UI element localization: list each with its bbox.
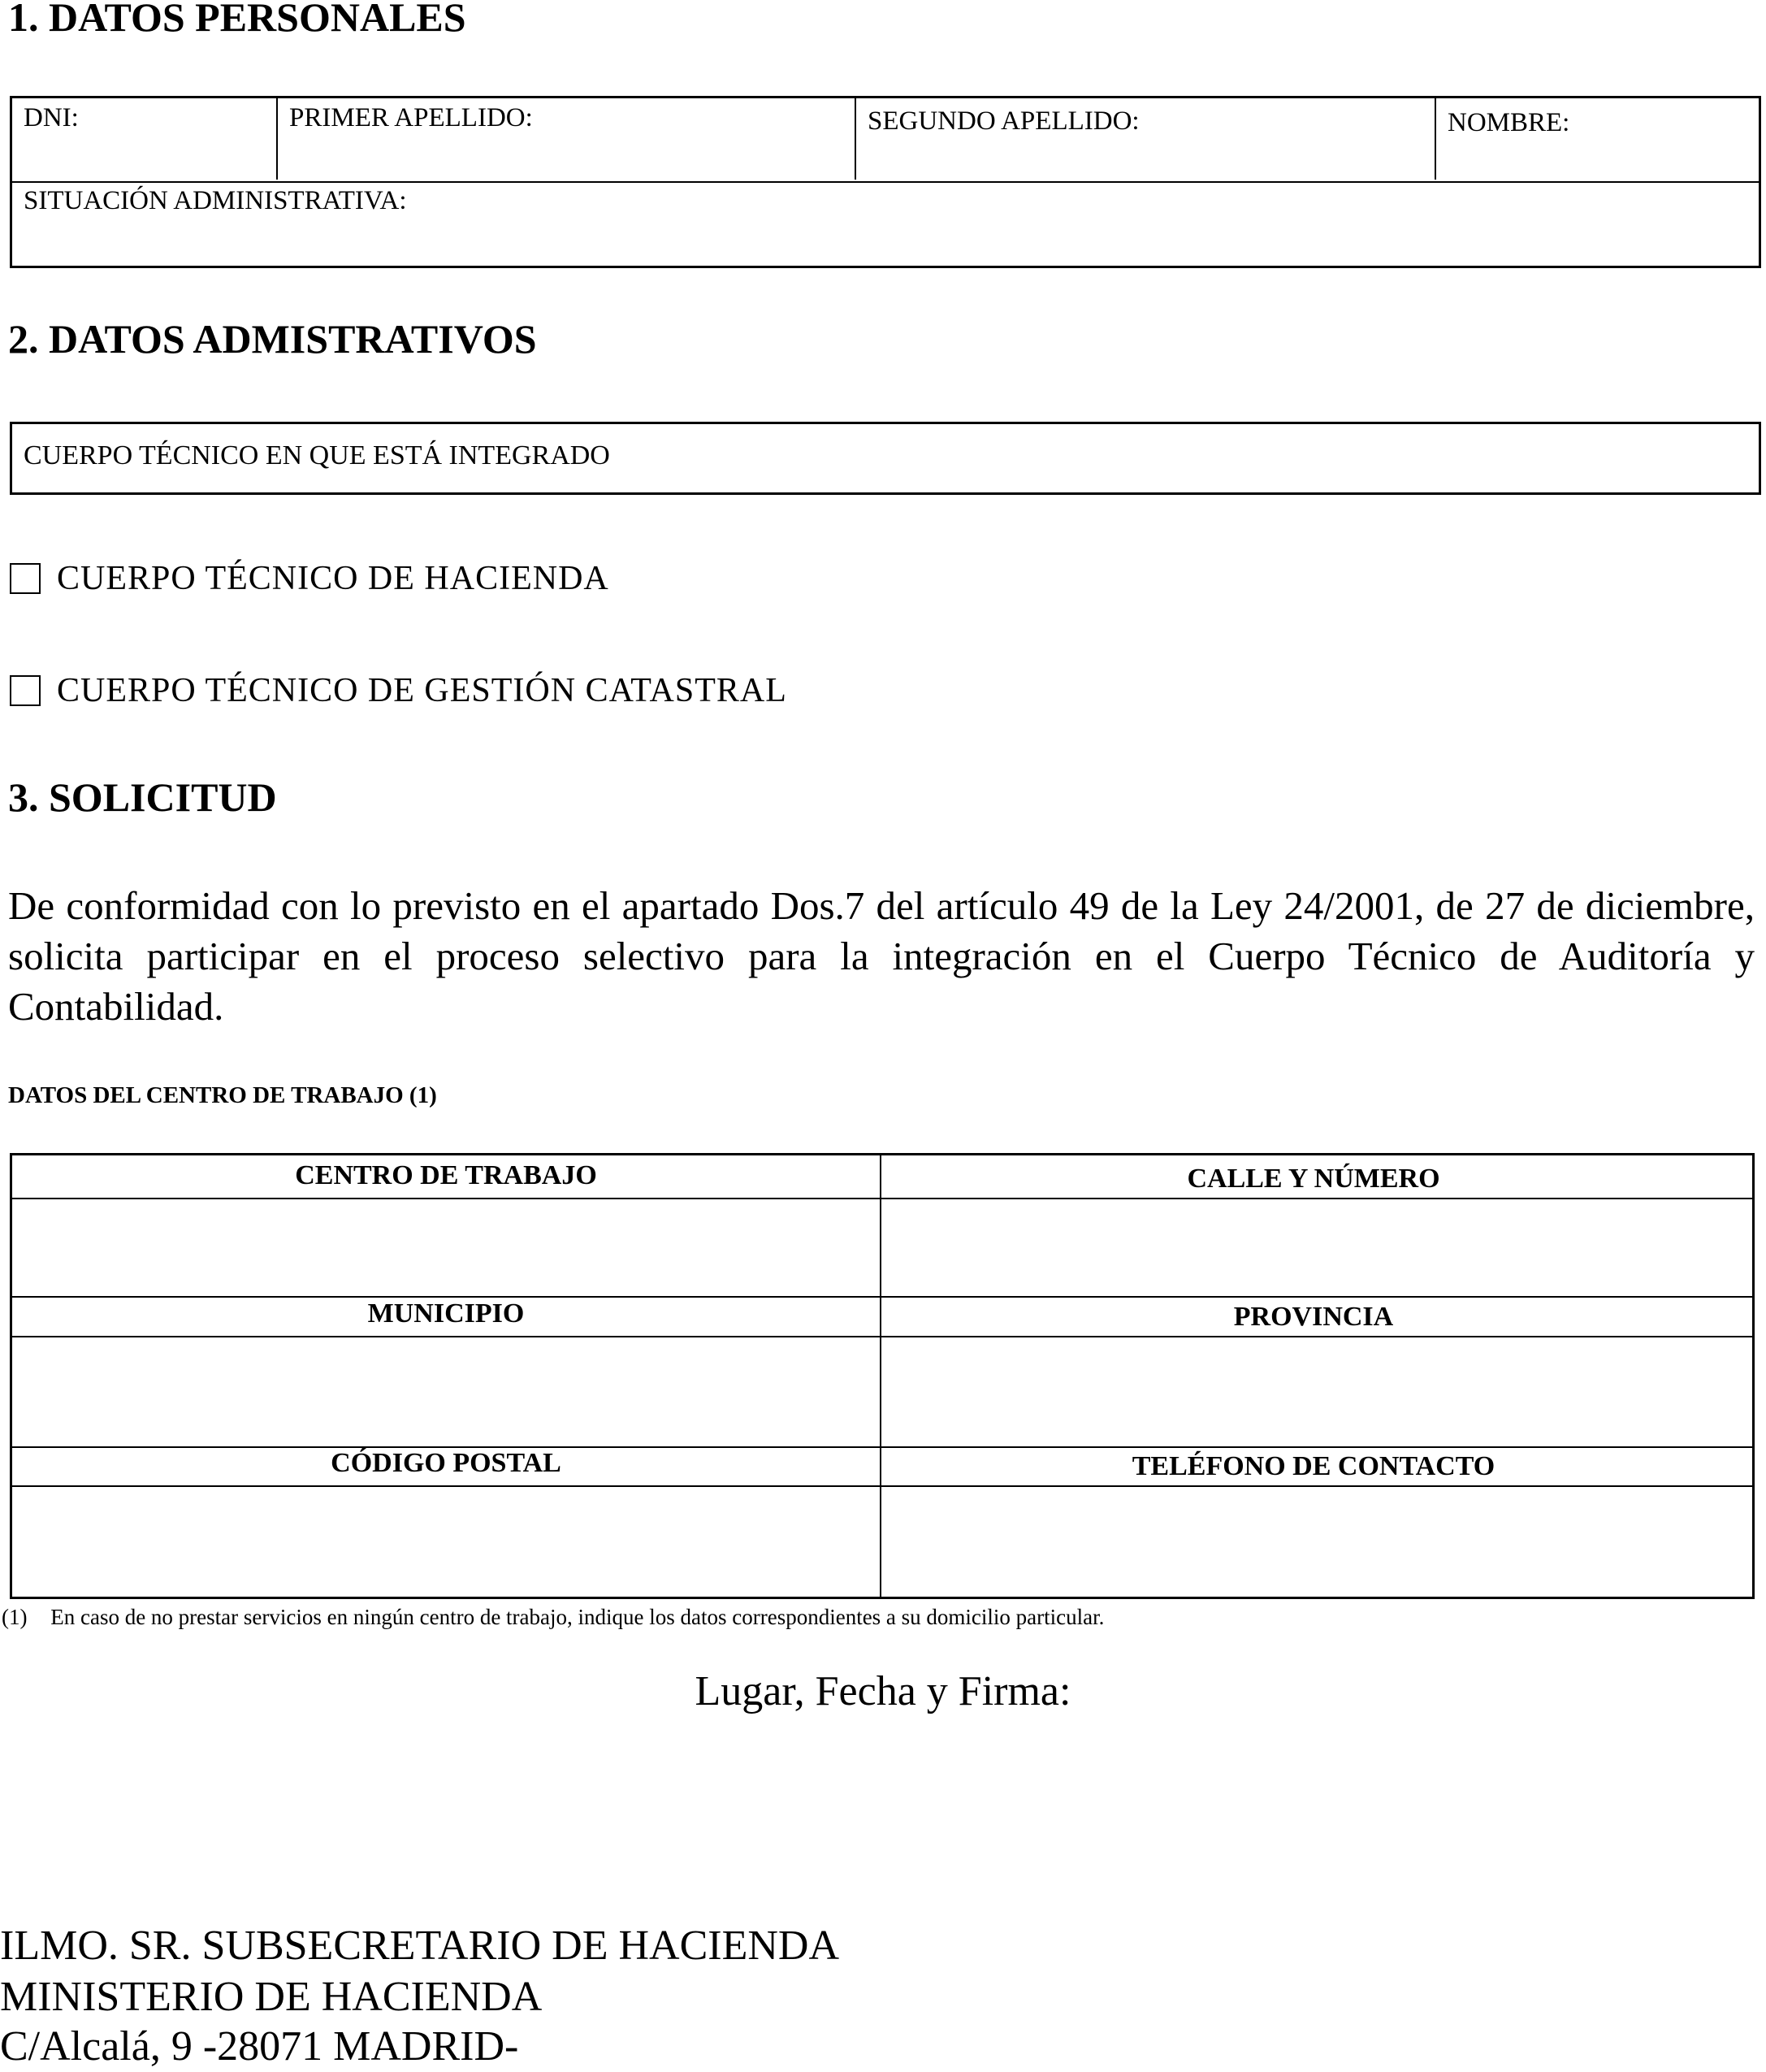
- section-1-title: 1. DATOS PERSONALES: [8, 0, 466, 40]
- cuerpo-tecnico-label: CUERPO TÉCNICO EN QUE ESTÁ INTEGRADO: [24, 440, 610, 470]
- personal-data-table: [10, 96, 1761, 268]
- codigo-postal-label: CÓDIGO POSTAL: [331, 1448, 561, 1478]
- option-cuerpo-catastral[interactable]: [10, 671, 787, 710]
- primer-apellido-field[interactable]: [278, 98, 856, 180]
- dni-field[interactable]: [12, 98, 278, 180]
- segundo-apellido-field[interactable]: [856, 98, 1436, 180]
- option-label: CUERPO TÉCNICO DE HACIENDA: [57, 560, 609, 597]
- situacion-label: SITUACIÓN ADMINISTRATIVA:: [24, 186, 407, 215]
- workplace-table: [10, 1153, 1755, 1599]
- nombre-label: NOMBRE:: [1448, 108, 1570, 137]
- section-3-title: 3. SOLICITUD: [8, 774, 277, 820]
- section-2-title: 2. DATOS ADMISTRATIVOS: [8, 316, 537, 362]
- addressee-line-3: C/Alcalá, 9 -28071 MADRID-: [0, 2023, 519, 2070]
- telefono-input[interactable]: [881, 1487, 1752, 1597]
- municipio-label: MUNICIPIO: [367, 1298, 525, 1329]
- codigo-postal-input[interactable]: [12, 1487, 878, 1597]
- calle-numero-label: CALLE Y NÚMERO: [1187, 1164, 1440, 1194]
- footnote: [2, 1605, 1104, 1630]
- checkbox-icon[interactable]: [10, 563, 41, 594]
- situacion-field[interactable]: [12, 181, 1759, 266]
- provincia-label: PROVINCIA: [1233, 1302, 1394, 1332]
- dni-label: DNI:: [24, 103, 79, 132]
- option-label: CUERPO TÉCNICO DE GESTIÓN CATASTRAL: [57, 672, 787, 709]
- footnote-text: En caso de no prestar servicios en ningún centro de trabajo, indique los datos correspondientes a su domicilio particular.: [50, 1605, 1105, 1629]
- personal-data-row: [12, 98, 1759, 183]
- footnote-marker: (1): [2, 1605, 28, 1629]
- segundo-apellido-label: SEGUNDO APELLIDO:: [868, 106, 1140, 136]
- option-cuerpo-hacienda[interactable]: [10, 559, 609, 598]
- centro-trabajo-input[interactable]: [12, 1199, 878, 1295]
- telefono-label: TELÉFONO DE CONTACTO: [1132, 1451, 1495, 1481]
- centro-trabajo-label: CENTRO DE TRABAJO: [295, 1160, 597, 1190]
- checkbox-icon[interactable]: [10, 675, 41, 706]
- signature-label: Lugar, Fecha y Firma:: [695, 1668, 1071, 1714]
- cuerpo-tecnico-box: [10, 422, 1761, 495]
- addressee-line-2: MINISTERIO DE HACIENDA: [0, 1974, 543, 2020]
- nombre-field[interactable]: [1436, 98, 1759, 180]
- row-divider: [12, 1296, 1752, 1298]
- calle-numero-input[interactable]: [881, 1199, 1752, 1295]
- addressee-line-1: ILMO. SR. SUBSECRETARIO DE HACIENDA: [0, 1922, 839, 1969]
- workplace-heading: DATOS DEL CENTRO DE TRABAJO (1): [8, 1082, 437, 1108]
- request-paragraph: De conformidad con lo previsto en el apartado Dos.7 del artículo 49 de la Ley 24/2001, de 27 de diciembre, solicita participar en el proceso selectivo para la integración en el Cuerpo Técnico de Auditoría y Contabilidad.: [8, 883, 1755, 1029]
- primer-apellido-label: PRIMER APELLIDO:: [289, 103, 533, 132]
- municipio-input[interactable]: [12, 1337, 878, 1446]
- provincia-input[interactable]: [881, 1337, 1752, 1446]
